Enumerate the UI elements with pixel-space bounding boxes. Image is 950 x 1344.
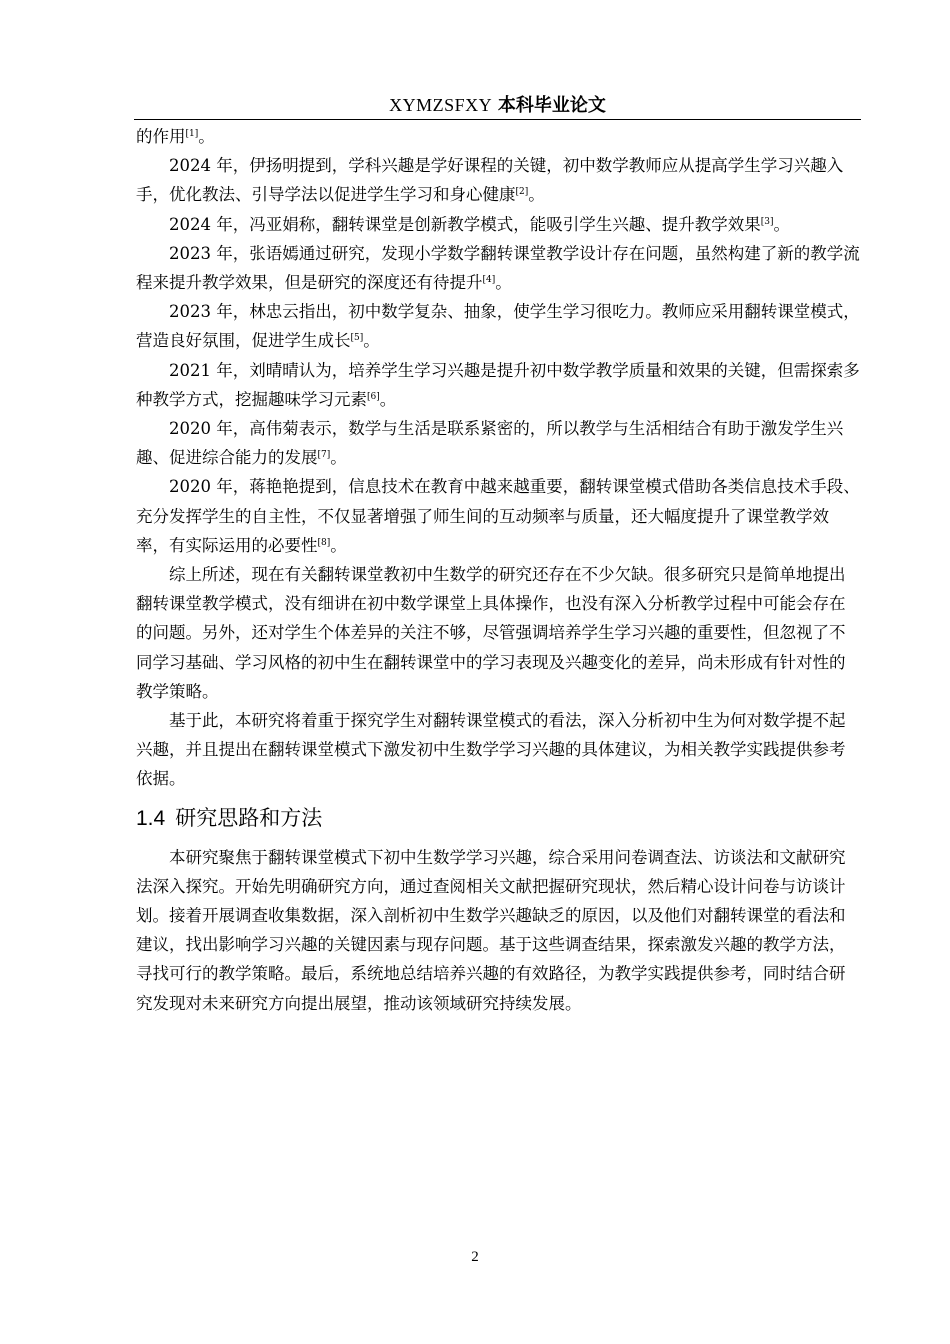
citation[interactable]: [1] xyxy=(185,129,199,139)
paragraph: 本研究聚焦于翻转课堂模式下初中生数学学习兴趣，综合采用问卷调查法、访谈法和文献研究法深入探究。开始先明确研究方向，通过查阅相关文献把握研究现状，然后精心设计问卷与访谈计划。接着开展调查收集数据，深入剖析初中生数学兴趣缺乏的原因，以及他们对翻转课堂的看法和建议，找出影响学习兴趣的关键因素与现存问题。基于这些调查结果，探索激发兴趣的教学方法，寻找可行的教学策略。最后，系统地总结培养兴趣的有效路径，为教学实践提供参考，同时结合研究发现对未来研究方向提出展望，推动该领域研究持续发展。 xyxy=(136,847,846,1013)
citation[interactable]: [4] xyxy=(482,275,496,286)
citation[interactable]: [6] xyxy=(367,391,380,402)
citation[interactable]: [3] xyxy=(760,216,774,227)
page-number: 2 xyxy=(471,1249,479,1265)
paragraph: 综上所述，现在有关翻转课堂教初中生数学的研究还存在不少欠缺。很多研究只是简单地提出翻转课堂教学模式，没有细讲在初中数学课堂上具体操作，也没有深入分析教学过程中可能会存在的问题。另外，还对学生个体差异的关注不够，尽管强调培养学生学习兴趣的重要性，但忽视了不同学习基础、学习风格的初中生在翻转课堂中的学习表现及兴趣变化的差异，尚未形成有针对性的教学策略。 xyxy=(136,565,846,701)
paragraph: 基于此，本研究将着重于探究学生对翻转课堂模式的看法，深入分析初中生为何对数学提不起兴趣，并且提出在翻转课堂模式下激发初中生数学学习兴趣的具体建议，为相关教学实践提供参考依据。 xyxy=(136,711,846,789)
paragraph: 2020 年，高伟菊表示，数学与生活是联系紧密的，所以教学与生活相结合有助于激发学生兴趣、促进综合能力的发展[7]。 xyxy=(136,419,844,468)
paragraph: 2024 年，伊扬明提到，学科兴趣是学好课程的关键，初中数学教师应从提高学生学习兴趣入手，优化教法、引导学法以促进学生学习和身心健康[2]。 xyxy=(136,156,844,205)
page-body xyxy=(136,122,860,1018)
paragraph: 2023 年，林忠云指出，初中数学复杂、抽象，使学生学习很吃力。教师应采用翻转课堂模式，营造良好氛围，促进学生成长[5]。 xyxy=(136,302,860,351)
paragraph: 2021 年，刘晴晴认为，培养学生学习兴趣是提升初中数学教学质量和效果的关键，但需探索多种教学方式，挖掘趣味学习元素[6]。 xyxy=(136,360,860,409)
header-mark: XYMZSFXY xyxy=(389,95,493,115)
section-heading xyxy=(136,798,860,839)
citation[interactable]: [5] xyxy=(350,333,364,344)
paragraph: 2020 年，蒋艳艳提到，信息技术在教育中越来越重要，翻转课堂模式借助各类信息技术手段、充分发挥学生的自主性，不仅显著增强了师生间的互动频率与质量，还大幅度提升了课堂教学效率，有实际运用的必要性[8]。 xyxy=(136,477,860,555)
paragraph: 2023 年，张语嫣通过研究，发现小学数学翻转课堂教学设计存在问题，虽然构建了新的教学流程来提升教学效果，但是研究的深度还有待提升[4]。 xyxy=(136,243,860,293)
citation[interactable]: [7] xyxy=(317,450,331,461)
section-title: 研究思路和方法 xyxy=(175,805,323,830)
paragraph: 的作用[1]。 xyxy=(136,127,215,146)
section-number: 1.4 xyxy=(136,806,166,830)
header-title: 本科毕业论文 xyxy=(497,95,606,116)
citation[interactable]: [8] xyxy=(317,537,331,548)
citation[interactable]: [2] xyxy=(515,187,529,198)
paragraph: 2024 年，冯亚娟称，翻转课堂是创新教学模式，能吸引学生兴趣、提升教学效果[3]。 xyxy=(169,214,790,234)
page-header xyxy=(134,92,861,120)
